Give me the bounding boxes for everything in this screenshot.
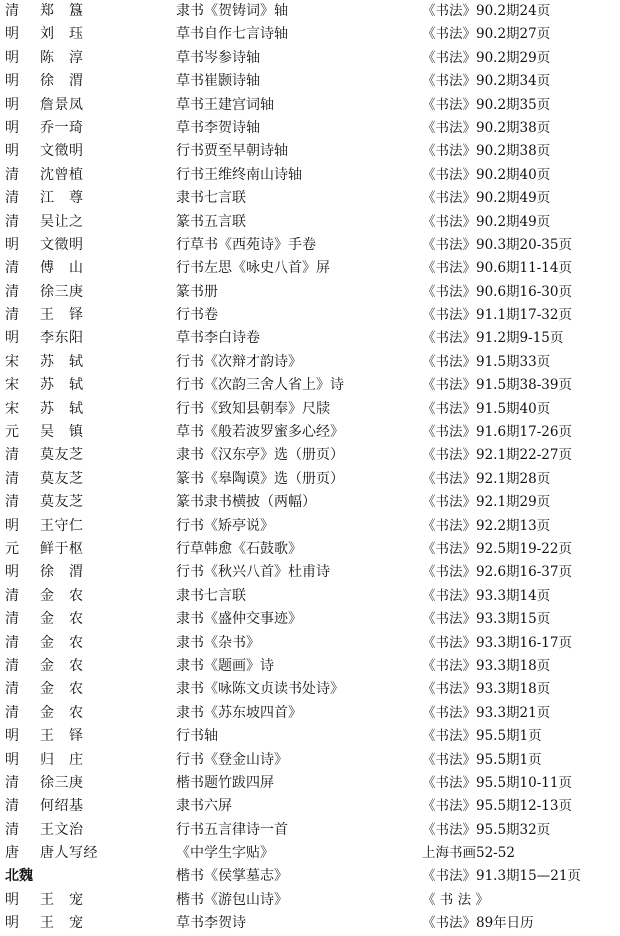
source-cell: 《书法》91.1期17-32页 xyxy=(422,307,572,324)
author-cell: 徐三庚 xyxy=(40,774,84,791)
catalog-row xyxy=(0,678,620,701)
source-cell: 《书法》89年日历 xyxy=(422,915,534,932)
work-cell: 草书岑参诗轴 xyxy=(176,49,260,66)
source-cell: 《书法》92.5期19-22页 xyxy=(422,540,572,557)
source-cell: 《书法》90.2期40页 xyxy=(422,166,551,183)
author-cell: 王 宠 xyxy=(40,915,84,932)
source-cell: 《书法》91.5期33页 xyxy=(422,353,551,370)
work-cell: 行书王维终南山诗轴 xyxy=(176,166,302,183)
dynasty-cell: 明 xyxy=(5,564,19,581)
source-cell: 上海书画52-52 xyxy=(422,845,515,862)
source-cell: 《书法》90.2期38页 xyxy=(422,143,551,160)
author-cell: 吴让之 xyxy=(40,213,84,230)
catalog-row xyxy=(0,912,620,935)
work-cell: 行书五言律诗一首 xyxy=(176,821,288,838)
catalog-row xyxy=(0,865,620,888)
source-cell: 《书法》93.3期16-17页 xyxy=(422,634,572,651)
catalog-row xyxy=(0,351,620,374)
source-cell: 《书法》95.5期1页 xyxy=(422,728,542,745)
catalog-row xyxy=(0,257,620,280)
catalog-row xyxy=(0,795,620,818)
dynasty-cell: 清 xyxy=(5,681,19,698)
dynasty-cell: 宋 xyxy=(5,400,19,417)
catalog-row xyxy=(0,304,620,327)
author-cell: 李东阳 xyxy=(40,330,84,347)
catalog-row xyxy=(0,234,620,257)
catalog-row xyxy=(0,0,620,23)
work-cell: 行草韩愈《石鼓歌》 xyxy=(176,540,302,557)
dynasty-cell: 明 xyxy=(5,96,19,113)
source-cell: 《书法》90.2期29页 xyxy=(422,49,551,66)
work-cell: 楷书《游包山诗》 xyxy=(176,891,288,908)
author-cell: 徐 渭 xyxy=(40,564,84,581)
author-cell: 吴 镇 xyxy=(40,424,84,441)
dynasty-cell: 清 xyxy=(5,470,19,487)
source-cell: 《书法》92.2期13页 xyxy=(422,517,551,534)
author-cell: 乔一琦 xyxy=(40,119,84,136)
author-cell: 金 农 xyxy=(40,634,84,651)
catalog-row xyxy=(0,211,620,234)
dynasty-cell: 清 xyxy=(5,798,19,815)
work-cell: 行书《矫亭说》 xyxy=(176,517,274,534)
dynasty-cell: 元 xyxy=(5,424,19,441)
work-cell: 隶书《咏陈文贞读书处诗》 xyxy=(176,681,344,698)
source-cell: 《书法》91.2期9-15页 xyxy=(422,330,564,347)
work-cell: 草书李贺诗 xyxy=(176,915,246,932)
author-cell: 王 铎 xyxy=(40,728,84,745)
catalog-row xyxy=(0,468,620,491)
dynasty-cell: 明 xyxy=(5,119,19,136)
author-cell: 徐三庚 xyxy=(40,283,84,300)
dynasty-cell: 明 xyxy=(5,26,19,43)
work-cell: 隶书《汉东亭》选（册页） xyxy=(176,447,344,464)
author-cell: 江 尊 xyxy=(40,190,84,207)
catalog-row xyxy=(0,327,620,350)
dynasty-cell: 清 xyxy=(5,774,19,791)
author-cell: 金 农 xyxy=(40,704,84,721)
catalog-row xyxy=(0,70,620,93)
work-cell: 行书左思《咏史八首》屏 xyxy=(176,260,330,277)
source-cell: 《书法》90.2期35页 xyxy=(422,96,551,113)
dynasty-cell: 明 xyxy=(5,728,19,745)
source-cell: 《书法》93.3期21页 xyxy=(422,704,551,721)
work-cell: 隶书六屏 xyxy=(176,798,232,815)
source-cell: 《书法》95.5期12-13页 xyxy=(422,798,572,815)
source-cell: 《书法》92.1期22-27页 xyxy=(422,447,572,464)
work-cell: 行书卷 xyxy=(176,307,218,324)
work-cell: 草书《般若波罗蜜多心经》 xyxy=(176,424,344,441)
dynasty-cell: 北魏 xyxy=(5,868,33,885)
catalog-row xyxy=(0,374,620,397)
work-cell: 隶书《题画》诗 xyxy=(176,657,274,674)
work-cell: 篆书《皋陶谟》选（册页） xyxy=(176,470,344,487)
dynasty-cell: 清 xyxy=(5,494,19,511)
catalog-row xyxy=(0,491,620,514)
author-cell: 刘 珏 xyxy=(40,26,84,43)
work-cell: 隶书《贺铸词》轴 xyxy=(176,3,288,19)
catalog-row xyxy=(0,515,620,538)
source-cell: 《书法》90.2期38页 xyxy=(422,119,551,136)
author-cell: 沈曾植 xyxy=(40,166,84,183)
dynasty-cell: 清 xyxy=(5,587,19,604)
work-cell: 隶书《苏东坡四首》 xyxy=(176,704,302,721)
catalog-row xyxy=(0,398,620,421)
catalog-row xyxy=(0,655,620,678)
source-cell: 《书法》92.6期16-37页 xyxy=(422,564,572,581)
catalog-row xyxy=(0,117,620,140)
work-cell: 隶书《盛仲交事迹》 xyxy=(176,611,302,628)
author-cell: 徐 渭 xyxy=(40,73,84,90)
work-cell: 楷书《侯掌墓志》 xyxy=(176,868,288,885)
source-cell: 《书法》90.3期20-35页 xyxy=(422,236,572,253)
dynasty-cell: 清 xyxy=(5,213,19,230)
author-cell: 苏 轼 xyxy=(40,400,84,417)
author-cell: 文徵明 xyxy=(40,143,84,160)
author-cell: 王文治 xyxy=(40,821,84,838)
catalog-row xyxy=(0,187,620,210)
catalog-row xyxy=(0,421,620,444)
source-cell: 《书法》90.2期24页 xyxy=(422,3,551,19)
catalog-row xyxy=(0,538,620,561)
author-cell: 鲜于枢 xyxy=(40,540,84,557)
source-cell: 《书法》93.3期14页 xyxy=(422,587,551,604)
author-cell: 归 庄 xyxy=(40,751,84,768)
dynasty-cell: 清 xyxy=(5,166,19,183)
work-cell: 行草书《西苑诗》手卷 xyxy=(176,236,316,253)
catalog-row xyxy=(0,702,620,725)
work-cell: 草书李贺诗轴 xyxy=(176,119,260,136)
dynasty-cell: 清 xyxy=(5,190,19,207)
catalog-row xyxy=(0,632,620,655)
dynasty-cell: 明 xyxy=(5,517,19,534)
dynasty-cell: 明 xyxy=(5,143,19,160)
source-cell: 《书法》90.2期27页 xyxy=(422,26,551,43)
source-cell: 《 书 法 》 xyxy=(422,891,489,908)
source-cell: 《书法》95.5期32页 xyxy=(422,821,551,838)
author-cell: 陈 淳 xyxy=(40,49,84,66)
dynasty-cell: 明 xyxy=(5,73,19,90)
dynasty-cell: 明 xyxy=(5,751,19,768)
author-cell: 郑 簋 xyxy=(40,3,84,19)
source-cell: 《书法》95.5期1页 xyxy=(422,751,542,768)
work-cell: 行书贾至早朝诗轴 xyxy=(176,143,288,160)
source-cell: 《书法》90.2期49页 xyxy=(422,190,551,207)
dynasty-cell: 明 xyxy=(5,49,19,66)
work-cell: 草书崔颢诗轴 xyxy=(176,73,260,90)
dynasty-cell: 清 xyxy=(5,611,19,628)
work-cell: 隶书七言联 xyxy=(176,587,246,604)
author-cell: 王 铎 xyxy=(40,307,84,324)
work-cell: 隶书《杂书》 xyxy=(176,634,260,651)
catalog-row xyxy=(0,772,620,795)
dynasty-cell: 清 xyxy=(5,447,19,464)
catalog-row xyxy=(0,444,620,467)
source-cell: 《书法》90.6期16-30页 xyxy=(422,283,572,300)
catalog-row xyxy=(0,94,620,117)
catalog-row xyxy=(0,47,620,70)
source-cell: 《书法》90.2期34页 xyxy=(422,73,551,90)
author-cell: 唐人写经 xyxy=(40,845,98,862)
source-cell: 《书法》92.1期29页 xyxy=(422,494,551,511)
work-cell: 行书轴 xyxy=(176,728,218,745)
author-cell: 何绍基 xyxy=(40,798,84,815)
dynasty-cell: 明 xyxy=(5,330,19,347)
source-cell: 《书法》91.5期40页 xyxy=(422,400,551,417)
dynasty-cell: 明 xyxy=(5,236,19,253)
work-cell: 行书《致知县朝奉》尺牍 xyxy=(176,400,330,417)
catalog-row xyxy=(0,819,620,842)
work-cell: 行书《次辩才韵诗》 xyxy=(176,353,302,370)
catalog-row xyxy=(0,23,620,46)
dynasty-cell: 清 xyxy=(5,307,19,324)
author-cell: 莫友芝 xyxy=(40,494,84,511)
author-cell: 詹景凤 xyxy=(40,96,84,113)
dynasty-cell: 清 xyxy=(5,821,19,838)
work-cell: 篆书五言联 xyxy=(176,213,246,230)
author-cell: 苏 轼 xyxy=(40,353,84,370)
author-cell: 莫友芝 xyxy=(40,447,84,464)
author-cell: 金 农 xyxy=(40,587,84,604)
catalog-row xyxy=(0,164,620,187)
author-cell: 文徵明 xyxy=(40,236,84,253)
dynasty-cell: 宋 xyxy=(5,377,19,394)
work-cell: 草书自作七言诗轴 xyxy=(176,26,288,43)
source-cell: 《书法》93.3期18页 xyxy=(422,657,551,674)
source-cell: 《书法》95.5期10-11页 xyxy=(422,774,572,791)
work-cell: 行书《登金山诗》 xyxy=(176,751,288,768)
dynasty-cell: 清 xyxy=(5,657,19,674)
work-cell: 行书《次韵三舍人省上》诗 xyxy=(176,377,344,394)
catalog-row xyxy=(0,585,620,608)
source-cell: 《书法》92.1期28页 xyxy=(422,470,551,487)
dynasty-cell: 宋 xyxy=(5,353,19,370)
work-cell: 篆书隶书横披（两幅） xyxy=(176,494,316,511)
dynasty-cell: 元 xyxy=(5,540,19,557)
author-cell: 金 农 xyxy=(40,681,84,698)
dynasty-cell: 清 xyxy=(5,704,19,721)
author-cell: 莫友芝 xyxy=(40,470,84,487)
author-cell: 金 农 xyxy=(40,611,84,628)
author-cell: 王 宠 xyxy=(40,891,84,908)
author-cell: 苏 轼 xyxy=(40,377,84,394)
source-cell: 《书法》90.6期11-14页 xyxy=(422,260,572,277)
catalog-row xyxy=(0,561,620,584)
dynasty-cell: 明 xyxy=(5,891,19,908)
catalog-row xyxy=(0,842,620,865)
catalog-row xyxy=(0,725,620,748)
work-cell: 《中学生字贴》 xyxy=(176,845,274,862)
work-cell: 篆书册 xyxy=(176,283,218,300)
source-cell: 《书法》93.3期15页 xyxy=(422,611,551,628)
work-cell: 楷书题竹跋四屏 xyxy=(176,774,274,791)
dynasty-cell: 清 xyxy=(5,283,19,300)
dynasty-cell: 清 xyxy=(5,3,19,19)
source-cell: 《书法》91.5期38-39页 xyxy=(422,377,572,394)
dynasty-cell: 明 xyxy=(5,915,19,932)
dynasty-cell: 清 xyxy=(5,634,19,651)
catalog-row xyxy=(0,889,620,912)
source-cell: 《书法》91.3期15—21页 xyxy=(422,868,581,885)
work-cell: 草书王建宫词轴 xyxy=(176,96,274,113)
author-cell: 王守仁 xyxy=(40,517,84,534)
catalog-row xyxy=(0,749,620,772)
catalog-row xyxy=(0,281,620,304)
author-cell: 傅 山 xyxy=(40,260,84,277)
source-cell: 《书法》93.3期18页 xyxy=(422,681,551,698)
work-cell: 行书《秋兴八首》杜甫诗 xyxy=(176,564,330,581)
work-cell: 隶书七言联 xyxy=(176,190,246,207)
catalog-row xyxy=(0,140,620,163)
source-cell: 《书法》90.2期49页 xyxy=(422,213,551,230)
catalog-row xyxy=(0,608,620,631)
source-cell: 《书法》91.6期17-26页 xyxy=(422,424,572,441)
work-cell: 草书李白诗卷 xyxy=(176,330,260,347)
author-cell: 金 农 xyxy=(40,657,84,674)
dynasty-cell: 清 xyxy=(5,260,19,277)
dynasty-cell: 唐 xyxy=(5,845,19,862)
